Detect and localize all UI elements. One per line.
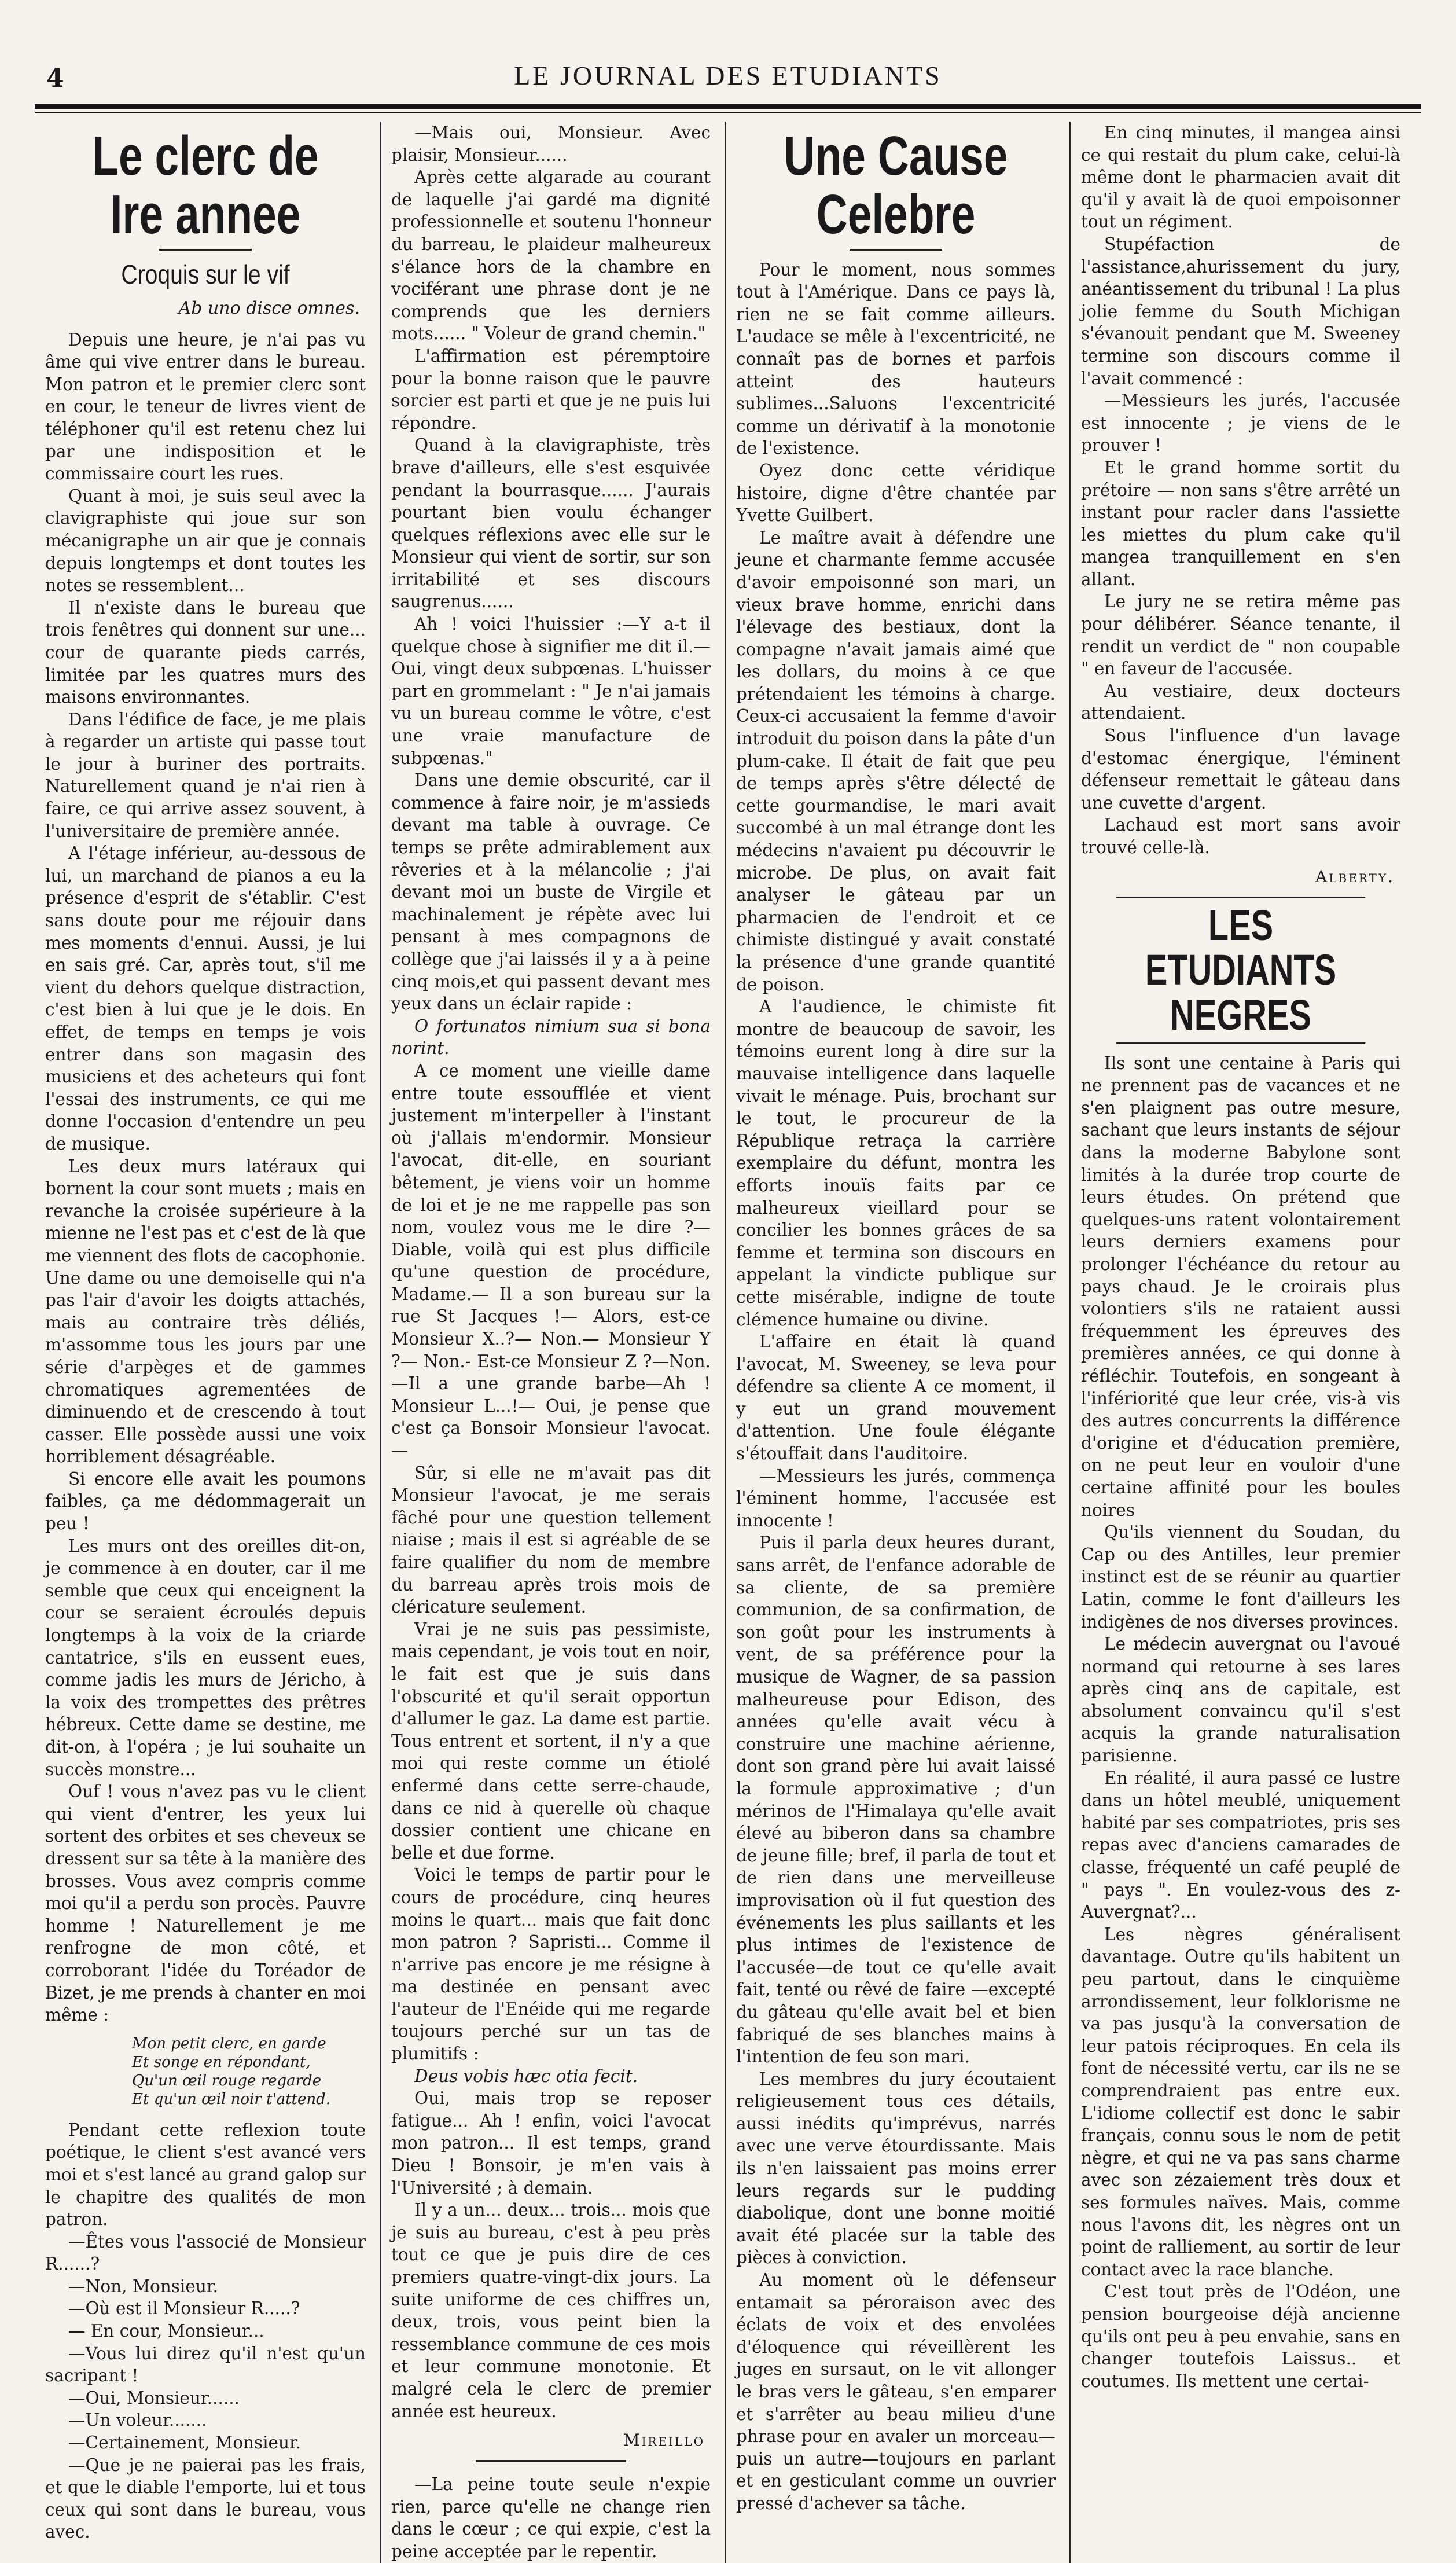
poem-line: Mon petit clerc, en garde [132,2035,326,2052]
maxim: —La peine toute seule n'expie rien, parce qu'elle ne change rien dans le cœur ; ce qui expie, c'est la peine acceptée par le repentir. [391,2474,711,2561]
paragraph: A l'audience, le chimiste fit montre de beaucoup de savoir, les témoins eurent long à dire sur la mauvaise intelligence dans laquelle vivait le ménage. Puis, brochant sur le tout, le procureur de la République retraça la carrière exemplaire du défunt, montra les efforts inouïs faits par ce malheureux vieillard pour se concilier les bonnes grâces de sa femme et termina son discours en appelant la vindicte publique sur cette misérable, indigne de toute clémence humaine ou divine. [736,997,1056,1330]
paragraph: Ouf ! vous n'avez pas vu le client qui vient d'entrer, les yeux lui sortent des orbites et ses cheveux se dressent sur sa tête à la manière des brosses. Vous avez compris comme moi qu'il a perdu son procès. Pauvre homme ! Naturellement je me renfrogne de mon côté, et corroborant l'idée du Toréador de Bizet, je me prends à chanter en moi même : [45,1782,366,2025]
dialogue-line: —Certainement, Monsieur. [68,2433,302,2453]
paragraph: A ce moment une vieille dame entre toute essoufflée et vient justement m'interpeller à l'instant où j'allais m'endormir. Monsieur l'avocat, dit-elle, en souriant bêtement, je viens voir un homme de loi et je ne me rappelle pas son nom, voulez vous me le dire ?— Diable, voilà qui est plus difficile qu'une question de procédure, Madame.— Il a son bureau sur la rue St Jacques !— Alors, est-ce Monsieur X..?— Non.— Monsieur Y ?— Non.- Est-ce Monsieur Z ?—Non.—Il a une grande barbe—Ah ! Monsieur L...!— Oui, je pense que c'est ça Bonsoir Monsieur l'avocat.— [391,1060,711,1461]
poem-line: Et qu'un œil noir t'attend. [132,2090,331,2108]
paragraph: Pour le moment, nous sommes tout à l'Amérique. Dans ce pays là, rien ne se fait comme ailleurs. L'audace se mêle à l'excentricité, ne connaît pas de bornes et parfois atteint des hauteurs sublimes...Saluons l'excentricité comme un dérivatif à la monotonie de l'existence. [736,259,1056,458]
column-1 [35,122,376,2563]
article-1-signature: Mireillo [623,2430,705,2450]
paragraph: Stupéfaction de l'assistance,ahurissement du jury, anéantissement du tribunal ! La plus jolie femme du South Michigan s'évanouit pendant que M. Sweeney termine son discours comme il l'avait commencé : [1081,234,1400,388]
dialogue-line: —Non, Monsieur. [68,2276,219,2296]
paragraph: Le maître avait à défendre une jeune et charmante femme accusée d'avoir empoisonné son mari, un vieux brave homme, enrichi dans l'élevage des bestiaux, dont la compagne n'avait jamais aimé que les dollars, du moins à ce que prétendaient les témoins à charge. Ceux-ci accusaient la femme d'avoir introduit du poison dans la pâte d'un plum-cake. Il était de fait que peu de temps après s'être délecté de cette gourmandise, le mari avait succombé à un mal étrange dont les médecins n'avaient pu découvrir le microbe. De plus, on avait fait analyser le gâteau par un pharmacien de l'endroit et ce chimiste distingué y avait constaté la présence d'une grande quantité de poison. [736,527,1056,994]
article-1-subtitle: Croquis sur le vif [121,259,290,289]
paragraph: Il n'existe dans le bureau que trois fenêtres qui donnent sur une... cour de quarante pieds carrés, limitée par les quatres murs des maisons environnantes. [45,597,366,707]
paragraph: Les membres du jury écoutaient religieusement tous ces détails, aussi inédits qu'imprévus, narrés avec une verve étourdissante. Mais ils n'en laissaient pas moins errer leurs regards sur le pudding diabolique, dont une bonne moitié avait été placée sur la table des pièces à conviction. [736,2069,1056,2268]
paragraph: Si encore elle avait les poumons faibles, ça me dédommagerait un peu ! [45,1468,366,1534]
paragraph: Lachaud est mort sans avoir trouvé celle-là. [1081,815,1400,857]
paragraph: Les murs ont des oreilles dit-on, je commence à en douter, car il me semble que ceux qui enceignent la cour se seraient écroulés depuis longtemps à la voix de la criarde cantatrice, s'ils en eussent eues, comme jadis les murs de Jéricho, à la voix des trompettes des prêtres hébreux. Cette dame se destine, me dit-on, à l'opéra ; je lui souhaite un succès monstre... [45,1536,366,1779]
article-3-title: LES ETUDIANTS NEGRES [1116,897,1366,1044]
dialogue-line: —Vous lui direz qu'il n'est qu'un sacripant ! [45,2343,366,2386]
header-rule-thin [35,112,1421,113]
poem [132,2035,366,2109]
article-1-body-a [45,329,366,2026]
article-2-signature: Alberty. [1315,866,1395,886]
title-rule [159,249,252,251]
paragraph: —Messieurs les jurés, l'accusée est innocente ; je viens de le prouver ! [1081,391,1400,456]
paragraph: —Mais oui, Monsieur. Avec plaisir, Monsieur...... [391,123,711,165]
paragraph: Les deux murs latéraux qui bornent la cour sont muets ; mais en revanche la croisée supérieure à la mienne ne l'est pas et c'est de là que me viennent des flots de cacophonie. Une dame ou une demoiselle qui n'a pas l'air d'avoir les doigts attachés, mais au contraire très déliés, m'assomme tous les jours par une série d'arpèges et de gammes chromatiques agrementées de diminuendo et de crescendo à tout casser. Elle possède aussi une voix horriblement désagréable. [45,1156,366,1467]
article-2-title: Une Cause Celebre [784,125,1008,245]
dialogue-line: —Êtes vous l'associé de Monsieur R......? [45,2231,366,2274]
header-rule-thick [35,104,1421,109]
section-divider [476,2460,626,2465]
paragraph: Oyez donc cette véridique histoire, digne d'être chantée par Yvette Guilbert. [736,460,1056,526]
paragraph: En réalité, il aura passé ce lustre dans un hôtel meublé, uniquement habité par ses compatriotes, pris ses repas avec d'anciens camarades de classe, fréquenté un café peuplé de " pays ". En voulez-vous des z-Auvergnat?... [1081,1768,1400,1922]
paragraph: Depuis une heure, je n'ai pas vu âme qui vive entrer dans le bureau. Mon patron et le premier clerc sont en cour, le teneur de livres vient de téléphoner qu'il est retenu chez lui par une indisposition et le commissaire court les rues. [45,329,366,484]
paragraph: Sûr, si elle ne m'avait pas dit Monsieur l'avocat, je me serais fâché pour une question tellement niaise ; mais il est si agréable de se faire qualifier du nom de membre du barreau après trois mois de cléricature seulement. [391,1463,711,1617]
maxim-block [391,2473,711,2562]
paragraph: L'affirmation est péremptoire pour la bonne raison que le pauvre sorcier est parti et que je ne puis lui répondre. [391,346,711,433]
masthead: LE JOURNAL DES ETUDIANTS [514,61,942,90]
paragraph: Quant à moi, je suis seul avec la clavigraphiste qui joue sur son mécanigraphe un air que je connais depuis longtemps et dont toutes les notes se ressemblent... [45,486,366,596]
paragraph: Sous l'influence d'un lavage d'estomac énergique, l'éminent défenseur remettait le gâteau dans une cuvette d'argent. [1081,726,1400,813]
poem-line: Qu'un œil rouge regarde [132,2072,322,2090]
title-rule [850,249,942,251]
paragraph: Il y a un... deux... trois... mois que je suis au bureau, c'est à peu près tout ce que je puis dire de ces premiers quatre-vingt-dix jours. La suite uniforme de ces chiffres un, deux, trois, vous peint bien la ressemblance commune de ces mois et leur commune monotonie. Et malgré cela le clerc de premier année est heureux. [391,2200,711,2421]
paragraph: Après cette algarade au courant de laquelle j'ai gardé ma dignité professionnelle et soutenu l'honneur du barreau, le plaideur malheureux s'élance hors de la chambre en vociférant une phrase dont je ne comprends que les derniers mots...... " Voleur de grand chemin." [391,167,711,344]
article-2-body [736,259,1056,2515]
paragraph: Au vestiaire, deux docteurs attendaient. [1081,681,1400,724]
latin-quote: O fortunatos nimium sua si bona norint. [391,1016,711,1059]
dialogue-line: — En cour, Monsieur... [68,2321,264,2341]
paragraph: Dans une demie obscurité, car il commence à faire noir, je m'assieds devant ma table à ouvrage. Ce temps se prête admirablement aux rêveries et à la mélancolie ; j'ai devant moi un buste de Virgile et machinalement je répète avec lui pensant à mes compagnons de collège que j'ai laissés il y a à peine cinq mois,et qui passent devant mes yeux dans un éclair rapide : [391,770,711,1014]
article-2-body-cont [1081,122,1400,859]
paragraph: L'affaire en était là quand l'avocat, M. Sweeney, se leva pour défendre sa cliente A ce moment, il y eut un grand mouvement d'attention. Une foule élégante s'étouffait dans l'auditoire. [736,1332,1056,1464]
paragraph: En cinq minutes, il mangea ainsi ce qui restait du plum cake, celui-là même dont le pharmacien avait dit qu'il y avait là de quoi empoisonner tout un régiment. [1081,123,1400,232]
article-1-body-b [45,2119,366,2543]
paragraph: Et le grand homme sortit du prétoire — non sans s'être arrêté un instant pour racler dans l'assiette les miettes du plum cake qu'il mangea tranquillement en s'en allant. [1081,457,1400,589]
latin-quote: Deus vobis hæc otia fecit. [414,2066,638,2086]
paragraph: C'est tout près de l'Odéon, une pension bourgeoise déjà ancienne qu'ils ont peu à peu envahie, sans en changer toutefois Laissus.. et coutumes. Ils mettent une certai- [1081,2282,1400,2391]
paragraph: —Messieurs les jurés, commença l'éminent homme, l'accusée est innocente ! [736,1466,1056,1530]
paragraph: Pendant cette reflexion toute poétique, le client s'est avancé vers moi et s'est lancé au grand galop sur le chapitre des qualités de mon patron. [45,2120,366,2230]
column-4 [1069,122,1411,2563]
paragraph: A l'étage inférieur, au-dessous de lui, un marchand de pianos a eu la présence d'esprit de s'établir. C'est sans doute pour me réjouir dans mes moments d'ennui. Aussi, je lui en sais gré. Car, après tout, s'il me vient du dehors quelque distraction, c'est bien à lui que je le dois. En effet, de temps en temps je vois entrer dans son magasin des musiciens et des acheteurs qui font l'essai des instruments, ce qui me donne l'occasion d'entendre un peu de musique. [45,843,366,1154]
article-1-title: Le clerc de Ire annee [92,125,319,245]
column-2 [380,122,721,2563]
paragraph: Oui, mais trop se reposer fatigue... Ah ! enfin, voici l'avocat mon patron... Il est temps, grand Dieu ! Bonsoir, je m'en vais à l'Université ; à demain. [391,2088,711,2198]
article-1-body-c [391,122,711,2422]
paragraph: Dans l'édifice de face, je me plais à regarder un artiste qui passe tout le jour à buriner des portraits. Naturellement quand je n'ai rien à faire, ce qui arrive assez souvent, à l'universitaire de première année. [45,709,366,841]
paragraph: Qu'ils viennent du Soudan, du Cap ou des Antilles, leur premier instinct est de se réunir au quartier Latin, comme le font d'ailleurs les indigènes de nos diverses provinces. [1081,1522,1400,1632]
paragraph: Puis il parla deux heures durant, sans arrêt, de l'enfance adorable de sa cliente, de sa première communion, de sa confirmation, de son goût pour les instruments à vent, de sa préférence pour la musique de Wagner, de sa passion malheureuse pour Edison, des années qu'elle avait vécu à construire une machine aérienne, dont son grand père lui avait laissé la formule approximative ; d'un mérinos de l'Himalaya qu'elle avait élevé au biberon dans sa chambre de jeune fille; bref, il parla de tout et de rien dans une merveilleuse improvisation où il fut question des événements les plus saillants et les plus intimes de l'existence de l'accusée—de tout ce qu'elle avait fait, tenté ou rêvé de faire —excepté du gâteau qu'elle avait bel et bien fabriqué de ses blanches mains à l'intention de feu son mari. [736,1533,1056,2067]
columns [35,122,1421,2561]
dialogue-line: —Que je ne paierai pas les frais, et que le diable l'emporte, lui et tous ceux qui sont dans le bureau, vous avec. [45,2455,366,2542]
paragraph: Quand à la clavigraphiste, très brave d'ailleurs, elle s'est esquivée pendant la bourrasque...... J'aurais pourtant bien voulu échanger quelques réflexions avec elle sur le Monsieur qui vient de sortir, sur son irritabilité et ses discours saugrenus...... [391,435,711,612]
paragraph: Le médecin auvergnat ou l'avoué normand qui retourne à ses lares après cinq ans de capitale, est absolument convaincu qu'il s'est acquis la grande naturalisation parisienne. [1081,1634,1400,1766]
paragraph: Le jury ne se retira même pas pour délibérer. Séance tenante, il rendit un verdict de " non coupable " en faveur de l'accusée. [1081,592,1400,679]
article-1-epigraph: Ab uno disce omnes. [178,298,360,318]
paragraph: Les nègres généralisent davantage. Outre qu'ils habitent un peu partout, dans le cinquième arrondissement, leur folklorisme ne va pas jusqu'à la conversation de leur patois réciproques. En cela ils font de nécessité vertu, car ils ne se comprendraient pas entre eux. L'idiome collectif est donc le sabir français, connu sous le nom de petit nègre, et qui ne va pas sans charme avec son zézaiement très doux et ses formules naïves. Mais, comme nous l'avons dit, les nègres ont un point de ralliement, au sortir de leur contact avec la race blanche. [1081,1924,1400,2279]
paragraph: Ils sont une centaine à Paris qui ne prennent pas de vacances et ne s'en plaignent pas outre mesure, sachant que leurs instants de séjour dans la moderne Babylone sont limités à la durée trop courte de leurs études. On prétend que quelques-uns ratent volontairement leurs derniers examens pour prolonger l'échéance du retour au pays chaud. Je le croirais plus volontiers s'ils ne rataient aussi fréquemment les épreuves des premières années, ce qui donne à réfléchir. Toutefois, en songeant à l'infériorité que leur crée, vis-à vis des autres concurrents la différence d'origine et d'éducation première, on ne peut leur en vouloir d'une certaine affinité pour les boules noires [1081,1053,1400,1520]
paragraph: Voici le temps de partir pour le cours de procédure, cinq heures moins le quart... mais que fait donc mon patron ? Sapristi... Comme il n'arrive pas encore je me résigne à ma destinée en pensant avec l'auteur de l'Enéide qui me regarde toujours perché sur un tas de plumitifs : [391,1865,711,2064]
dialogue-line: —Où est il Monsieur R.....? [68,2298,300,2319]
dialogue-line: —Un voleur....... [68,2410,207,2430]
paragraph: Vrai je ne suis pas pessimiste, mais cependant, je vois tout en noir, le fait est que je suis dans l'obscurité et qu'il serait opportun d'allumer le gaz. La dame est partie. Tous entrent et sortent, il n'y a que moi qui reste comme un étiolé enfermé dans cette serre-chaude, dans ce nid à querelle où chaque dossier contient une chicane en belle et due forme. [391,1619,711,1863]
page-header [35,58,1421,104]
page-number: 4 [46,64,64,93]
paragraph: Ah ! voici l'huissier :—Y a-t il quelque chose à signifier me dit il.— Oui, vingt deux subpœnas. L'huisser part en grommelant : " Je n'ai jamais vu un bureau comme le vôtre, c'est une vraie manufacture de subpœnas." [391,614,711,768]
poem-line: Et songe en répondant, [132,2053,311,2071]
column-3 [725,122,1066,2563]
dialogue-line: —Oui, Monsieur...... [68,2388,240,2408]
paragraph: Au moment où le défenseur entamait sa péroraison avec des éclats de voix et des envolées d'éloquence qui réveillèrent les juges en sursaut, on le vit allonger le bras vers le gâteau, s'en emparer et s'arrêter au beau milieu d'une phrase pour en avaler un morceau—puis un autre—toujours en parlant et en gesticulant comme un ouvrier pressé d'achever sa tâche. [736,2270,1056,2513]
article-3-body [1081,1052,1400,2393]
